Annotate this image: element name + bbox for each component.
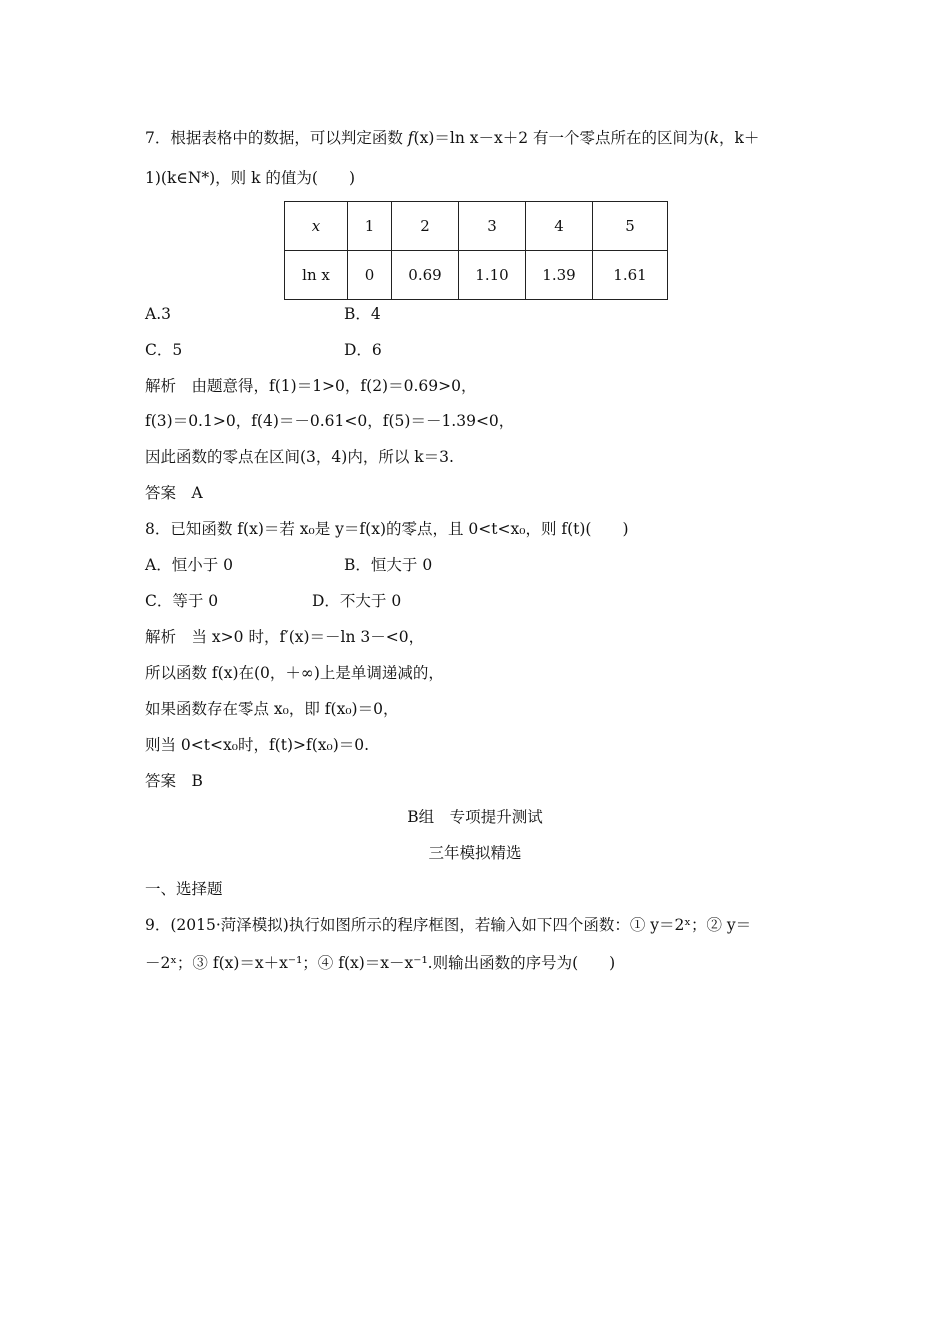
- q7-analysis-line1: 解析 由题意得，f(1)＝1>0，f(2)＝0.69>0，: [145, 377, 477, 395]
- table-cell: 1.39: [526, 251, 593, 300]
- q8-answer: 答案 B: [145, 772, 203, 790]
- q7-option-c: C．5: [145, 341, 183, 359]
- q7-stem-k: k: [709, 129, 719, 147]
- table-cell: x: [285, 202, 348, 251]
- table-cell: 1.61: [593, 251, 668, 300]
- q9-stem-line1: 9．(2015·菏泽模拟)执行如图所示的程序框图，若输入如下四个函数：① y＝2ˣ；② y＝: [145, 916, 752, 934]
- q8-option-b: B．恒大于 0: [344, 556, 433, 574]
- q7-stem-part-a: 7．根据表格中的数据，可以判定函数: [145, 129, 408, 147]
- ln-table: [284, 201, 668, 300]
- q7-answer: 答案 A: [145, 484, 203, 502]
- table-cell: 0.69: [392, 251, 459, 300]
- table-row: [285, 251, 668, 300]
- q7-analysis-line2: f(3)＝0.1>0，f(4)＝－0.61<0，f(5)＝－1.39<0，: [145, 412, 515, 430]
- q7-stem-part-c: ，k＋: [718, 129, 760, 147]
- q8-option-d: D．不大于 0: [312, 592, 402, 610]
- q7-analysis-line3: 因此函数的零点在区间(3，4)内，所以 k＝3.: [145, 448, 454, 466]
- q7-option-d: D．6: [344, 341, 382, 359]
- q7-stem-line1: [145, 127, 759, 149]
- q7-stem-line2: 1)(k∈N*)，则 k 的值为( ): [145, 169, 356, 187]
- table-cell: 5: [593, 202, 668, 251]
- q7-stem-part-b: (x)＝ln x－x＋2 有一个零点所在的区间为(: [413, 129, 710, 147]
- q8-analysis-line1: 解析 当 x>0 时，f′(x)＝－ln 3－<0，: [145, 628, 425, 646]
- q7-stem-f: f: [407, 129, 414, 147]
- section-subtitle: 三年模拟精选: [428, 844, 522, 862]
- q8-stem: 8．已知函数 f(x)＝若 x₀是 y＝f(x)的零点，且 0<t<x₀，则 f(t)( ): [145, 520, 629, 538]
- section-title: B组 专项提升测试: [407, 808, 543, 826]
- q8-analysis-line2: 所以函数 f(x)在(0，＋∞)上是单调递减的，: [145, 664, 444, 682]
- table-cell: 2: [392, 202, 459, 251]
- table-cell: 4: [526, 202, 593, 251]
- table-cell: ln x: [285, 251, 348, 300]
- table-cell: 1.10: [459, 251, 526, 300]
- q7-option-a: A.3: [145, 305, 171, 323]
- table-cell: 3: [459, 202, 526, 251]
- table-row: [285, 202, 668, 251]
- q8-option-a: A．恒小于 0: [145, 556, 233, 574]
- part-heading: 一、选择题: [145, 880, 223, 898]
- q8-option-c: C．等于 0: [145, 592, 219, 610]
- table-cell: 1: [348, 202, 392, 251]
- q8-analysis-line3: 如果函数存在零点 x₀，即 f(x₀)＝0，: [145, 700, 399, 718]
- q9-stem-line2: －2ˣ；③ f(x)＝x＋x⁻¹；④ f(x)＝x－x⁻¹.则输出函数的序号为( ): [145, 954, 616, 972]
- q8-analysis-line4: 则当 0<t<x₀时，f(t)>f(x₀)＝0.: [145, 736, 370, 754]
- table-cell: 0: [348, 251, 392, 300]
- q7-option-b: B．4: [344, 305, 381, 323]
